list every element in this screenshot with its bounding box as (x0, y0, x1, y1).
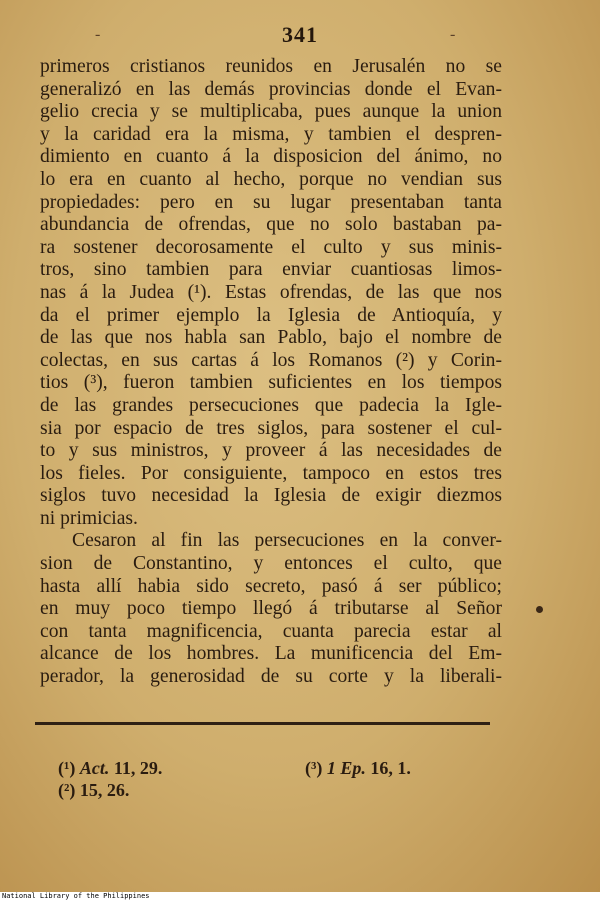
body-line: da el primer ejemplo la Iglesia de Antioquía, y (40, 304, 502, 326)
footnote-3 (305, 758, 411, 779)
margin-ink-dot (536, 606, 543, 613)
body-line: to y sus ministros, y proveer á las necesidades de (40, 440, 502, 462)
footnote-rule (35, 722, 490, 725)
body-line: sion de Constantino, y entonces el culto, que (40, 553, 502, 575)
footnote-marker: (³) (305, 758, 323, 778)
footnote-loc: 11, 29. (113, 758, 163, 778)
body-line: Cesaron al fin las persecuciones en la conver- (72, 530, 502, 552)
body-line: dimiento en cuanto á la disposicion del ánimo, no (40, 146, 502, 168)
body-line: en muy poco tiempo llegó á tributarse al Señor (40, 598, 502, 620)
page-number: 341 (282, 22, 318, 47)
footnote-1 (58, 758, 162, 779)
body-line: nas á la Judea (¹). Estas ofrendas, de las que nos (40, 281, 502, 303)
footnote-marker: (¹) (58, 758, 76, 778)
body-line: alcance de los hombres. La munificencia del Em- (40, 643, 502, 665)
body-text (40, 56, 502, 689)
body-line: lo era en cuanto al hecho, porque no vendian sus (40, 168, 502, 190)
body-line: primeros cristianos reunidos en Jerusalén no se (40, 56, 502, 77)
footnote-loc: 16, 1. (370, 758, 411, 778)
body-line: generalizó en las demás provincias donde el Evan- (40, 78, 502, 100)
body-line: con tanta magnificencia, cuanta parecia estar al (40, 620, 502, 642)
body-line: abundancia de ofrendas, que no solo bastaban pa- (40, 214, 502, 236)
body-line: gelio crecia y se multiplicaba, pues aunque la union (40, 101, 502, 123)
footnote-ref: Act. (79, 758, 110, 778)
body-line: propiedades: pero en su lugar presentaban tanta (40, 191, 502, 213)
body-line: ni primicias. (40, 507, 138, 529)
page-dash-left: - (95, 26, 101, 43)
body-line: siglos tuvo necesidad la Iglesia de exigir diezmos (40, 485, 502, 507)
body-line: y la caridad era la misma, y tambien el despren- (40, 123, 502, 145)
body-line: de las que nos habla san Pablo, bajo el nombre de (40, 327, 502, 349)
body-line: tios (³), fueron tambien suficientes en los tiempos (40, 372, 502, 394)
body-line: perador, la generosidad de su corte y la liberali- (40, 666, 502, 688)
footnote-ref: 1 Ep. (326, 758, 366, 778)
body-line: hasta allí habia sido secreto, pasó á ser público; (40, 575, 502, 597)
footnote-loc: 15, 26. (79, 780, 130, 800)
body-line: ra sostener decorosamente el culto y sus minis- (40, 236, 502, 258)
body-line: tros, sino tambien para enviar cuantiosas limos- (40, 259, 502, 281)
body-line: de las grandes persecuciones que padecia la Igle- (40, 394, 502, 416)
footnote-marker: (²) (58, 780, 76, 800)
body-line: sia por espacio de tres siglos, para sostener el cul- (40, 417, 502, 439)
footnote-2 (58, 780, 129, 801)
library-credit: National Library of the Philippines (0, 892, 600, 900)
body-line: colectas, en sus cartas á los Romanos (²) y Corin- (40, 349, 502, 371)
body-line: los fieles. Por consiguiente, tampoco en estos tres (40, 462, 502, 484)
page-dash-right: - (450, 26, 456, 43)
